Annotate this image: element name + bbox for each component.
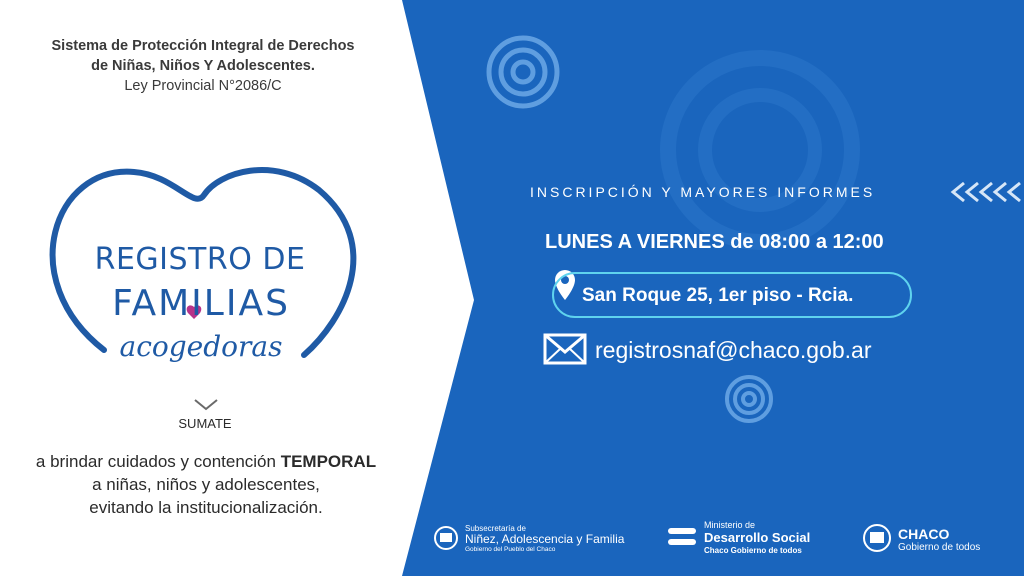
tagline-line2: a niñas, niños y adolescentes, (92, 475, 320, 494)
office-hours: LUNES A VIERNES de 08:00 a 12:00 (545, 231, 884, 253)
tagline-text: a brindar cuidados y contención (35, 452, 281, 471)
tagline-bold: TEMPORAL (280, 452, 377, 471)
org1-sub: Gobierno del Pueblo del Chaco (465, 546, 556, 553)
system-title-line1: Sistema de Protección Integral de Derechos (51, 38, 355, 54)
email-link[interactable]: registrosnaf@chaco.gob.ar (595, 337, 872, 363)
org2-sub: Chaco Gobierno de todos (704, 546, 802, 555)
info-heading: INSCRIPCIÓN Y MAYORES INFORMES (530, 184, 876, 200)
tagline-line3: evitando la institucionalización. (89, 498, 323, 517)
address-text: San Roque 25, 1er piso - Rcia. (582, 285, 854, 306)
org2-top: Ministerio de (704, 520, 756, 530)
system-heading (0, 36, 406, 96)
chevron-down-icon (193, 398, 219, 412)
org1-main: Niñez, Adolescencia y Familia (465, 532, 625, 546)
org2-main: Desarrollo Social (704, 530, 811, 545)
logo-line-familias: FAMILIAS (112, 283, 290, 324)
system-title-line2: de Niñas, Niños Y Adolescentes. (91, 58, 315, 74)
org1-top: Subsecretaría de (465, 524, 526, 533)
logo-line-registro: REGISTRO DE (94, 242, 306, 277)
org3-main: CHACO (898, 526, 950, 542)
tagline (0, 450, 412, 519)
logo-line-acogedoras: acogedoras (119, 330, 283, 363)
sumate-label: SUMATE (178, 416, 232, 431)
org3-sub: Gobierno de todos (898, 542, 981, 553)
law-reference: Ley Provincial N°2086/C (124, 78, 282, 94)
